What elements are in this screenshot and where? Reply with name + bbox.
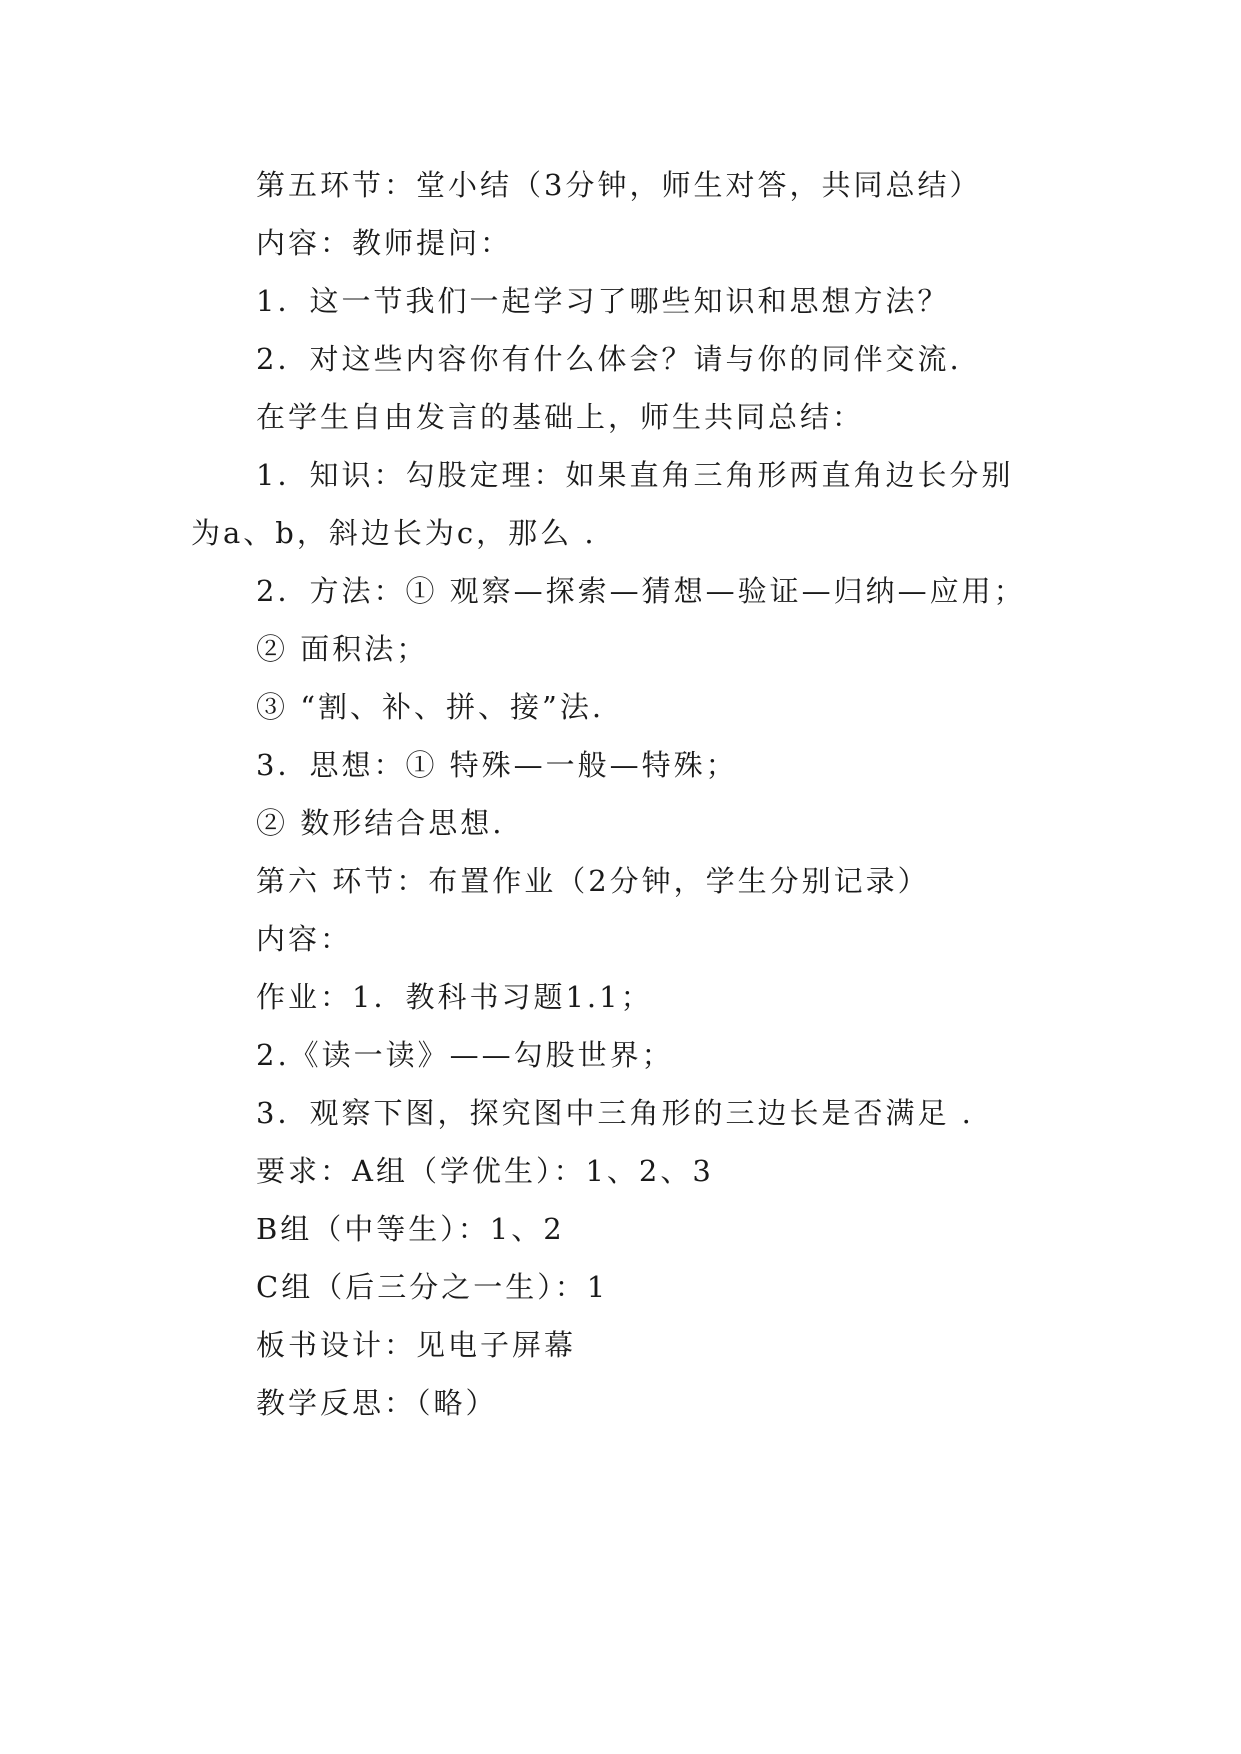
section-five-heading: 第五环节：堂小结（3分钟，师生对答，共同总结）	[256, 168, 982, 202]
question-two: 2．对这些内容你有什么体会？请与你的同伴交流.	[256, 342, 962, 376]
homework-two: 2.《读一读》——勾股世界；	[256, 1038, 674, 1072]
summary-intro: 在学生自由发言的基础上，师生共同总结：	[256, 400, 865, 434]
content-label: 内容：	[256, 922, 353, 956]
requirement-group-c: C组（后三分之一生）：1	[256, 1270, 609, 1304]
question-one: 1．这一节我们一起学习了哪些知识和思想方法？	[256, 284, 950, 318]
thought-number-shape: ② 数形结合思想.	[256, 806, 505, 840]
content-teacher-question: 内容：教师提问：	[256, 226, 513, 260]
teaching-reflection: 教学反思：（略）	[256, 1386, 498, 1420]
section-six-heading: 第六 环节：布置作业（2分钟，学生分别记录）	[256, 864, 930, 898]
method-point: 2．方法：① 观察—探索—猜想—验证—归纳—应用；	[256, 574, 1026, 608]
method-cut-patch: ③ “割、补、拼、接”法.	[256, 690, 605, 724]
homework-one: 作业：1．教科书习题1.1；	[256, 980, 653, 1014]
knowledge-point-continued: 为a、b，斜边长为c，那么 .	[191, 516, 597, 550]
method-area: ② 面积法；	[256, 632, 429, 666]
requirement-group-b: B组（中等生）：1、2	[256, 1212, 565, 1246]
thought-point: 3．思想：① 特殊—一般—特殊；	[256, 748, 738, 782]
requirement-group-a: 要求：A组（学优生）：1、2、3	[256, 1154, 714, 1188]
knowledge-point: 1．知识：勾股定理：如果直角三角形两直角边长分别	[256, 458, 1014, 492]
homework-three: 3．观察下图，探究图中三角形的三边长是否满足 .	[256, 1096, 974, 1130]
board-design: 板书设计：见电子屏幕	[256, 1328, 577, 1362]
